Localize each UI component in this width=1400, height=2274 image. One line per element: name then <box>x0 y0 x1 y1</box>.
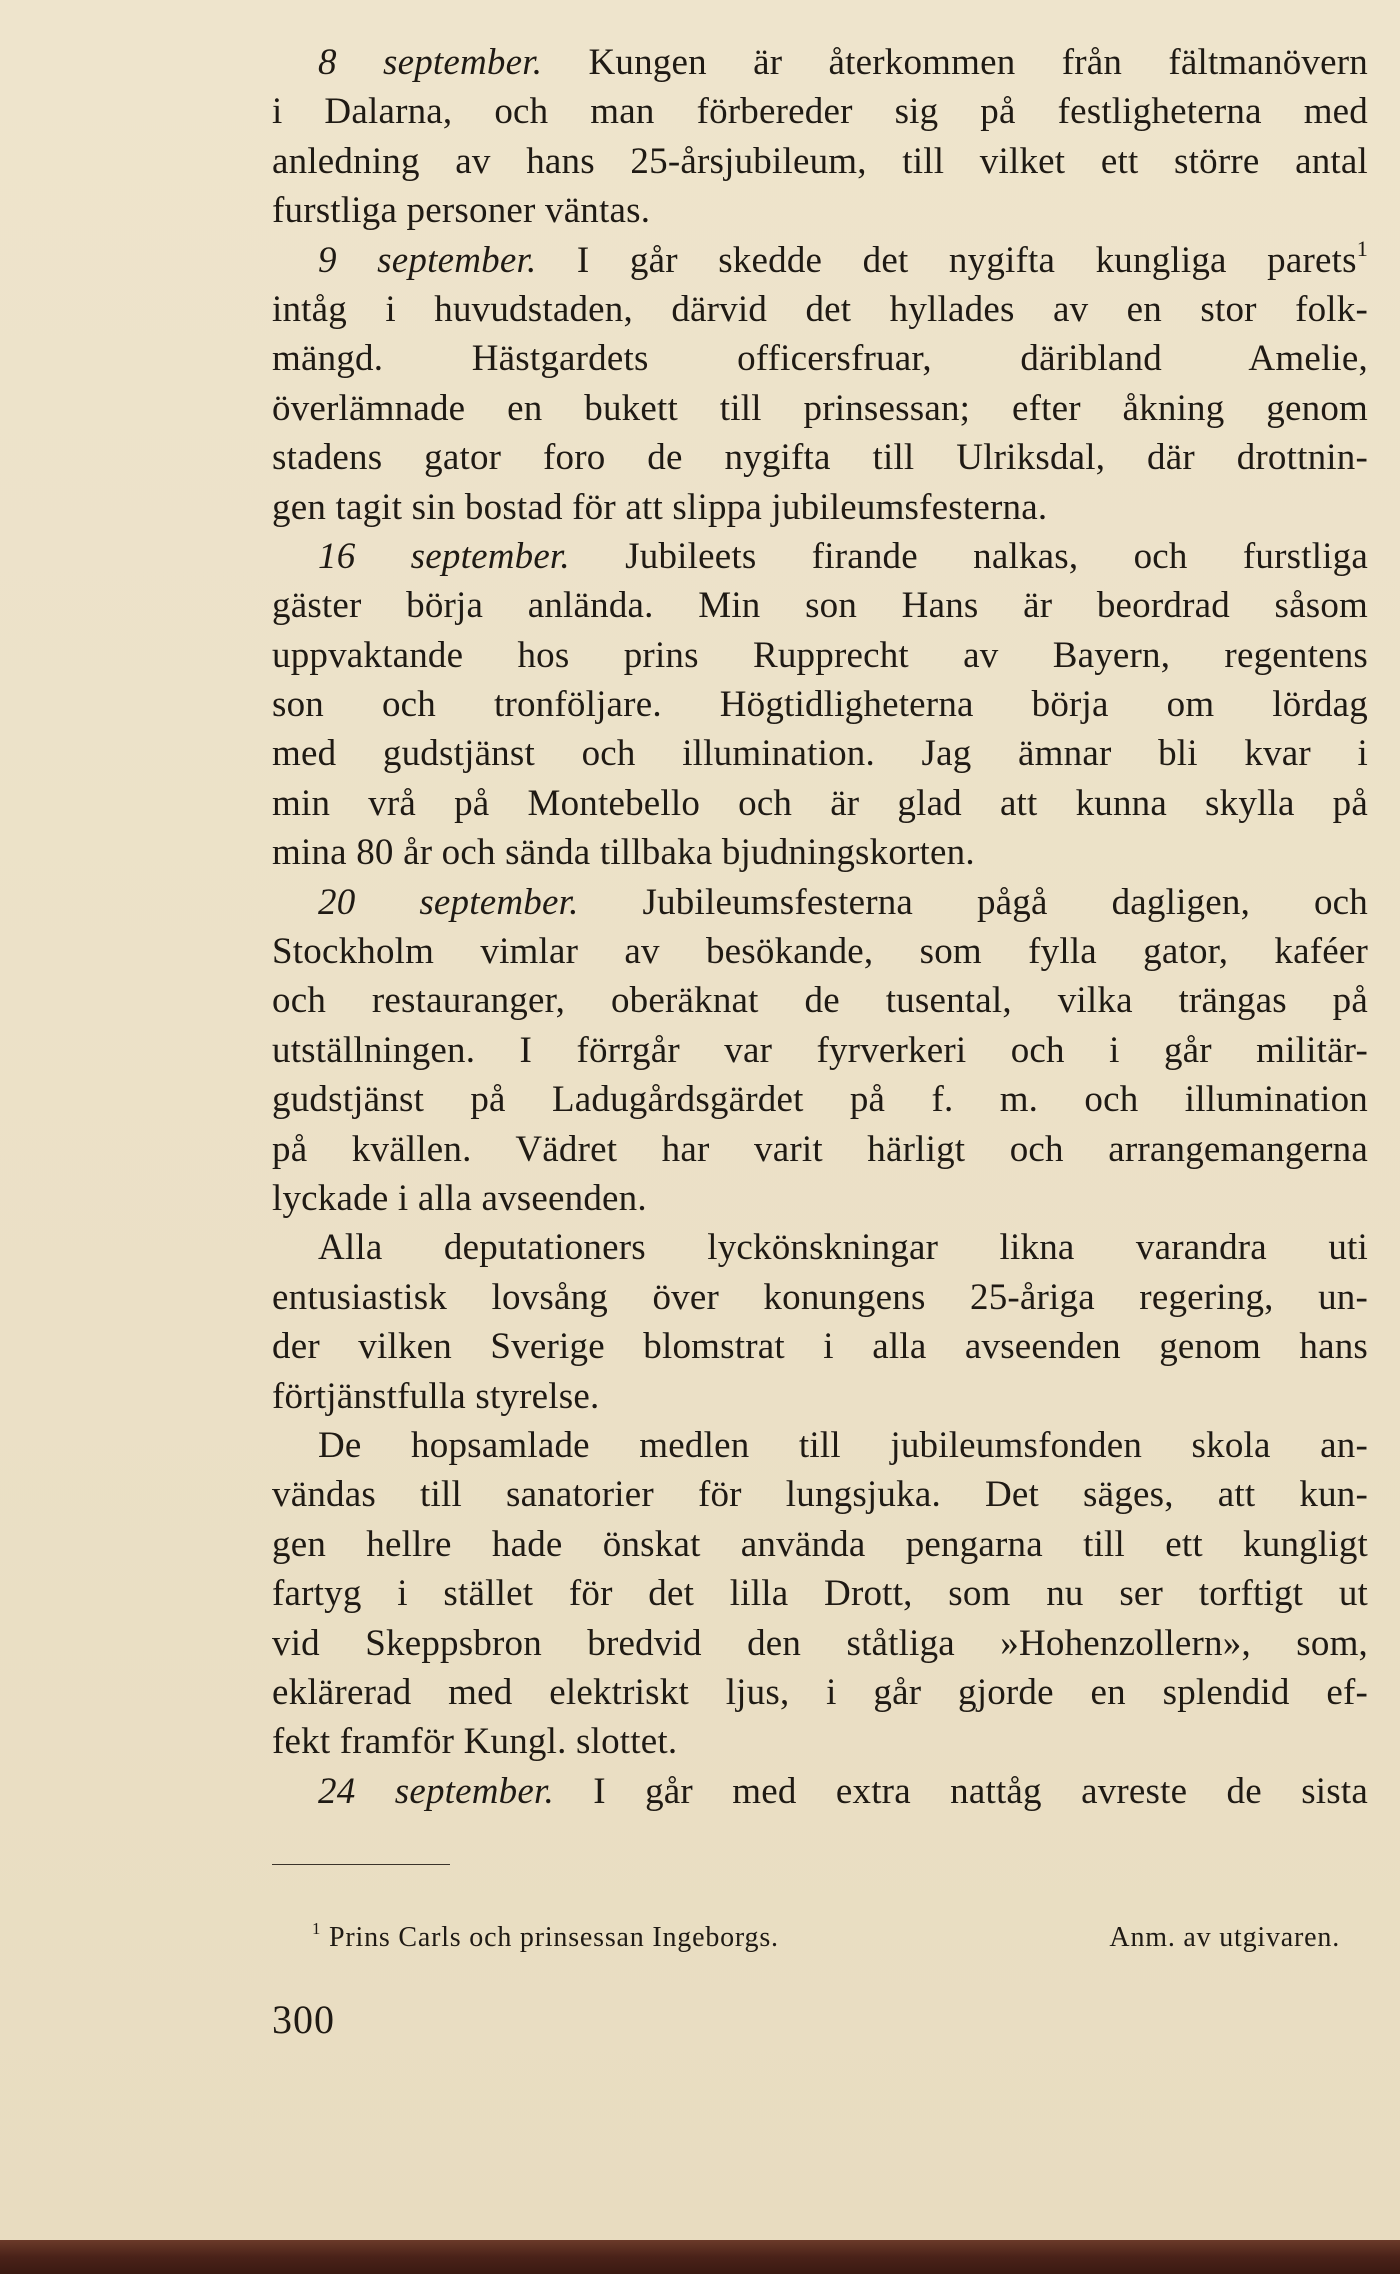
line-text: vid Skeppsbron bredvid den ståtliga »Hohenzollern», som, <box>272 1622 1368 1664</box>
line-text: I går skedde det nygifta kungliga parets <box>536 239 1357 281</box>
text-line <box>272 137 1368 186</box>
text-line <box>272 334 1368 383</box>
text-line <box>272 1767 1368 1816</box>
text-line <box>272 1569 1368 1618</box>
line-text: stadens gator foro de nygifta till Ulriksdal, där drottnin- <box>272 437 1368 479</box>
line-text: och restauranger, oberäknat de tusental, vilka trängas på <box>272 980 1368 1022</box>
line-text: son och tronföljare. Högtidligheterna börja om lördag <box>272 684 1368 726</box>
line-text: intåg i huvudstaden, därvid det hyllades av en stor folk- <box>272 288 1368 330</box>
text-line <box>272 828 1368 877</box>
text-line <box>272 483 1368 532</box>
line-text: mängd. Hästgardets officersfruar, däribland Amelie, <box>272 338 1368 380</box>
line-text: gäster börja anlända. Min son Hans är beordrad såsom <box>272 585 1368 627</box>
line-text: gen tagit sin bostad för att slippa jubileumsfesterna. <box>272 486 1048 528</box>
text-line <box>272 1174 1368 1223</box>
text-line <box>272 1273 1368 1322</box>
line-text: uppvaktande hos prins Rupprecht av Bayern, regentens <box>272 634 1368 676</box>
text-line <box>272 285 1368 334</box>
footnote-marker: 1 <box>312 1919 322 1939</box>
line-text: Jubileumsfesterna pågå dagligen, och <box>578 881 1368 923</box>
line-text: min vrå på Montebello och är glad att kunna skylla på <box>272 782 1368 824</box>
text-line <box>272 1125 1368 1174</box>
text-line <box>272 186 1368 235</box>
text-line <box>272 1520 1368 1569</box>
line-text: på kvällen. Vädret har varit härligt och arrangemangerna <box>272 1128 1368 1170</box>
entry-date: 16 september. <box>318 535 570 577</box>
text-line <box>272 1421 1368 1470</box>
page-edge-band <box>0 2240 1400 2274</box>
text-line <box>272 532 1368 581</box>
text-line <box>272 779 1368 828</box>
text-line <box>272 1075 1368 1124</box>
text-line <box>272 1668 1368 1717</box>
text-line <box>272 927 1368 976</box>
line-text: utställningen. I förrgår var fyrverkeri och i går militär- <box>272 1029 1368 1071</box>
page-number: 300 <box>272 1997 335 2042</box>
text-line <box>272 1372 1368 1421</box>
text-line <box>272 1470 1368 1519</box>
entry-date: 20 september. <box>318 881 579 923</box>
entry-date: 9 september. <box>318 239 537 281</box>
text-line <box>272 976 1368 1025</box>
line-text: gudstjänst på Ladugårdsgärdet på f. m. och illumination <box>272 1079 1368 1121</box>
text-line <box>272 384 1368 433</box>
text-line <box>272 1717 1368 1766</box>
entry-date: 24 september. <box>318 1770 554 1812</box>
text-line <box>272 680 1368 729</box>
line-text: I går med extra nattåg avreste de sista <box>553 1770 1368 1812</box>
text-line <box>272 729 1368 778</box>
text-line <box>272 1322 1368 1371</box>
line-text: der vilken Sverige blomstrat i alla avseenden genom hans <box>272 1326 1368 1368</box>
footnote-attribution: Anm. av utgivaren. <box>1109 1922 1340 1953</box>
line-text: eklärerad med elektriskt ljus, i går gjorde en splendid ef- <box>272 1671 1368 1713</box>
text-line <box>272 631 1368 680</box>
footnote-rule <box>272 1864 450 1865</box>
line-text: Stockholm vimlar av besökande, som fylla gator, kaféer <box>272 931 1368 973</box>
line-text: entusiastisk lovsång över konungens 25-åriga regering, un- <box>272 1276 1368 1318</box>
footnote-text <box>312 1918 779 1961</box>
text-line <box>272 1026 1368 1075</box>
text-line <box>272 87 1368 136</box>
text-line <box>272 878 1368 927</box>
text-line <box>272 581 1368 630</box>
entry-date: 8 september. <box>318 42 543 83</box>
line-text: anledning av hans 25-årsjubileum, till vilket ett större antal <box>272 140 1368 182</box>
line-text: Jubileets firande nalkas, och furstliga <box>569 535 1368 577</box>
line-text: De hopsamlade medlen till jubileumsfonden skola an- <box>318 1424 1368 1466</box>
line-text: med gudstjänst och illumination. Jag ämnar bli kvar i <box>272 733 1368 775</box>
line-text: mina 80 år och sända tillbaka bjudningskorten. <box>272 832 975 874</box>
line-text: Alla deputationers lyckönskningar likna varandra uti <box>318 1227 1368 1269</box>
text-line <box>272 1619 1368 1668</box>
text-line <box>272 236 1368 285</box>
line-text: överlämnade en bukett till prinsessan; efter åkning genom <box>272 387 1368 429</box>
line-text: i Dalarna, och man förbereder sig på festligheterna med <box>272 91 1368 133</box>
line-text: Kungen är återkommen från fältmanövern <box>542 42 1368 83</box>
text-line <box>272 1223 1368 1272</box>
footnote-reference: 1 <box>1356 236 1368 262</box>
line-text: fartyg i stället för det lilla Drott, som nu ser torftigt ut <box>272 1573 1368 1615</box>
footnote-body: Prins Carls och prinsessan Ingeborgs. <box>329 1922 779 1953</box>
footnote <box>312 1918 1340 1961</box>
line-text: förtjänstfulla styrelse. <box>272 1375 600 1417</box>
line-text: vändas till sanatorier för lungsjuka. Det säges, att kun- <box>272 1474 1368 1516</box>
line-text: fekt framför Kungl. slottet. <box>272 1721 678 1763</box>
line-text: gen hellre hade önskat använda pengarna till ett kungligt <box>272 1523 1368 1565</box>
line-text: furstliga personer väntas. <box>272 190 651 232</box>
text-line <box>272 38 1368 87</box>
text-line <box>272 433 1368 482</box>
line-text: lyckade i alla avseenden. <box>272 1177 647 1219</box>
body-text <box>272 38 1368 1816</box>
